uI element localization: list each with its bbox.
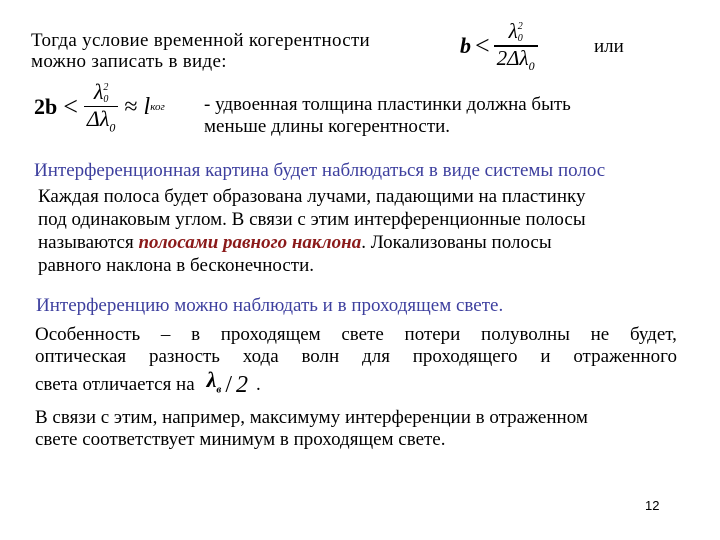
para2-line-2-word: и bbox=[540, 346, 551, 367]
para2-line-2-word: для bbox=[362, 346, 390, 367]
formula2-den-sub: 0 bbox=[109, 120, 116, 135]
para2-line-3 bbox=[35, 368, 677, 401]
paragraph-max-min bbox=[35, 407, 588, 451]
formula-coherence-length bbox=[34, 80, 165, 134]
para2-line-1-word: – bbox=[160, 324, 171, 345]
formula2-relation: < bbox=[63, 92, 78, 122]
para2-line-1-word: полуволны bbox=[481, 324, 570, 345]
para3-line-2: свете соответствует минимум в проходящем свете. bbox=[35, 429, 446, 450]
page-number: 12 bbox=[645, 498, 660, 513]
formula2-num-sup: 2 bbox=[103, 81, 109, 93]
para2-line-1-word: не bbox=[590, 324, 610, 345]
para2-line-3-end: . bbox=[256, 373, 261, 395]
division-slash: / bbox=[225, 371, 233, 398]
para2-line-1-word: свете bbox=[341, 324, 384, 345]
formula2-num-base: λ bbox=[93, 79, 104, 104]
para2-line-2-word: отраженного bbox=[573, 346, 677, 367]
para2-line-1-word: Особенность bbox=[35, 324, 141, 345]
para2-line-1 bbox=[35, 324, 677, 346]
formula2-coherence-length-sub: ког bbox=[150, 101, 165, 114]
divisor-two: 2 bbox=[236, 371, 249, 398]
heading-transmitted-light: Интерференцию можно наблюдать и в проходящем свете. bbox=[36, 295, 504, 316]
formula1-num-sub: 0 bbox=[517, 33, 523, 45]
formula2-lhs: 2b bbox=[34, 94, 58, 120]
formula1-relation: < bbox=[475, 31, 490, 61]
para3-line-1: В связи с этим, например, максимуму интерференции в отраженном bbox=[35, 407, 588, 428]
paragraph-equal-inclination bbox=[38, 185, 586, 277]
formula1-num-base: λ bbox=[508, 19, 518, 43]
wavelength-symbol bbox=[207, 368, 222, 401]
formula2-coherence-length: l bbox=[143, 93, 151, 120]
wavelength-lambda: λ bbox=[206, 367, 217, 392]
para2-line-2-word: разность bbox=[148, 346, 220, 367]
or-word: или bbox=[594, 36, 624, 57]
para1-line-1: Каждая полоса будет образована лучами, падающими на пластинку bbox=[38, 186, 586, 207]
para1-line-4: равного наклона в бесконечности. bbox=[38, 255, 315, 276]
para2-line-1-word: потери bbox=[404, 324, 461, 345]
intro-line-1: Тогда условие временной когерентности bbox=[31, 30, 371, 51]
formula2-numerator bbox=[91, 80, 112, 106]
formula1-lhs: b bbox=[460, 33, 471, 59]
formula1-den-base: 2Δλ bbox=[496, 45, 529, 70]
formula-coherence-condition bbox=[460, 20, 538, 72]
intro-text bbox=[31, 30, 370, 72]
formula1-den-sub: 0 bbox=[528, 58, 535, 73]
paragraph-transmitted-light bbox=[35, 324, 677, 401]
formula1-denominator bbox=[494, 47, 538, 73]
para2-line-2-word: волн bbox=[301, 346, 340, 367]
para2-line-2-word: проходящего bbox=[412, 346, 518, 367]
para2-line-1-word: будет, bbox=[629, 324, 677, 345]
remark-line-2: меньше длины когерентности. bbox=[204, 116, 451, 137]
term-equal-inclination-fringes: полосами равного наклона bbox=[138, 232, 362, 253]
wavelength-sub: в bbox=[216, 383, 222, 396]
para1-line-2: под одинаковым углом. В связи с этим интерференционные полосы bbox=[38, 209, 586, 230]
formula2-den-base: Δλ bbox=[86, 106, 110, 132]
para2-line-2-word: оптическая bbox=[35, 346, 127, 367]
para1-line-3 bbox=[38, 231, 586, 254]
para2-line-1-word: проходящем bbox=[220, 324, 321, 345]
para1-line-3-post: . Локализованы полосы bbox=[361, 232, 552, 253]
intro-line-2: можно записать в виде: bbox=[31, 51, 227, 72]
para2-line-1-word: в bbox=[191, 324, 201, 345]
para1-line-3-pre: называются bbox=[38, 232, 139, 253]
remark-line-1: - удвоенная толщина пластинки должна быть bbox=[204, 94, 571, 115]
para2-line-3-text: света отличается на bbox=[35, 373, 195, 395]
formula2-denominator bbox=[84, 107, 118, 134]
formula-remark bbox=[204, 94, 571, 138]
formula1-numerator bbox=[506, 20, 526, 45]
heading-interference-pattern: Интерференционная картина будет наблюдаться в виде системы полос bbox=[34, 160, 606, 181]
para2-line-2-word: хода bbox=[242, 346, 279, 367]
formula2-num-sub: 0 bbox=[103, 93, 109, 105]
formula1-num-sup: 2 bbox=[517, 21, 523, 33]
formula1-fraction bbox=[494, 20, 538, 72]
formula2-fraction bbox=[84, 80, 118, 134]
para2-line-2 bbox=[35, 346, 677, 368]
formula2-approx: ≈ bbox=[124, 93, 138, 120]
